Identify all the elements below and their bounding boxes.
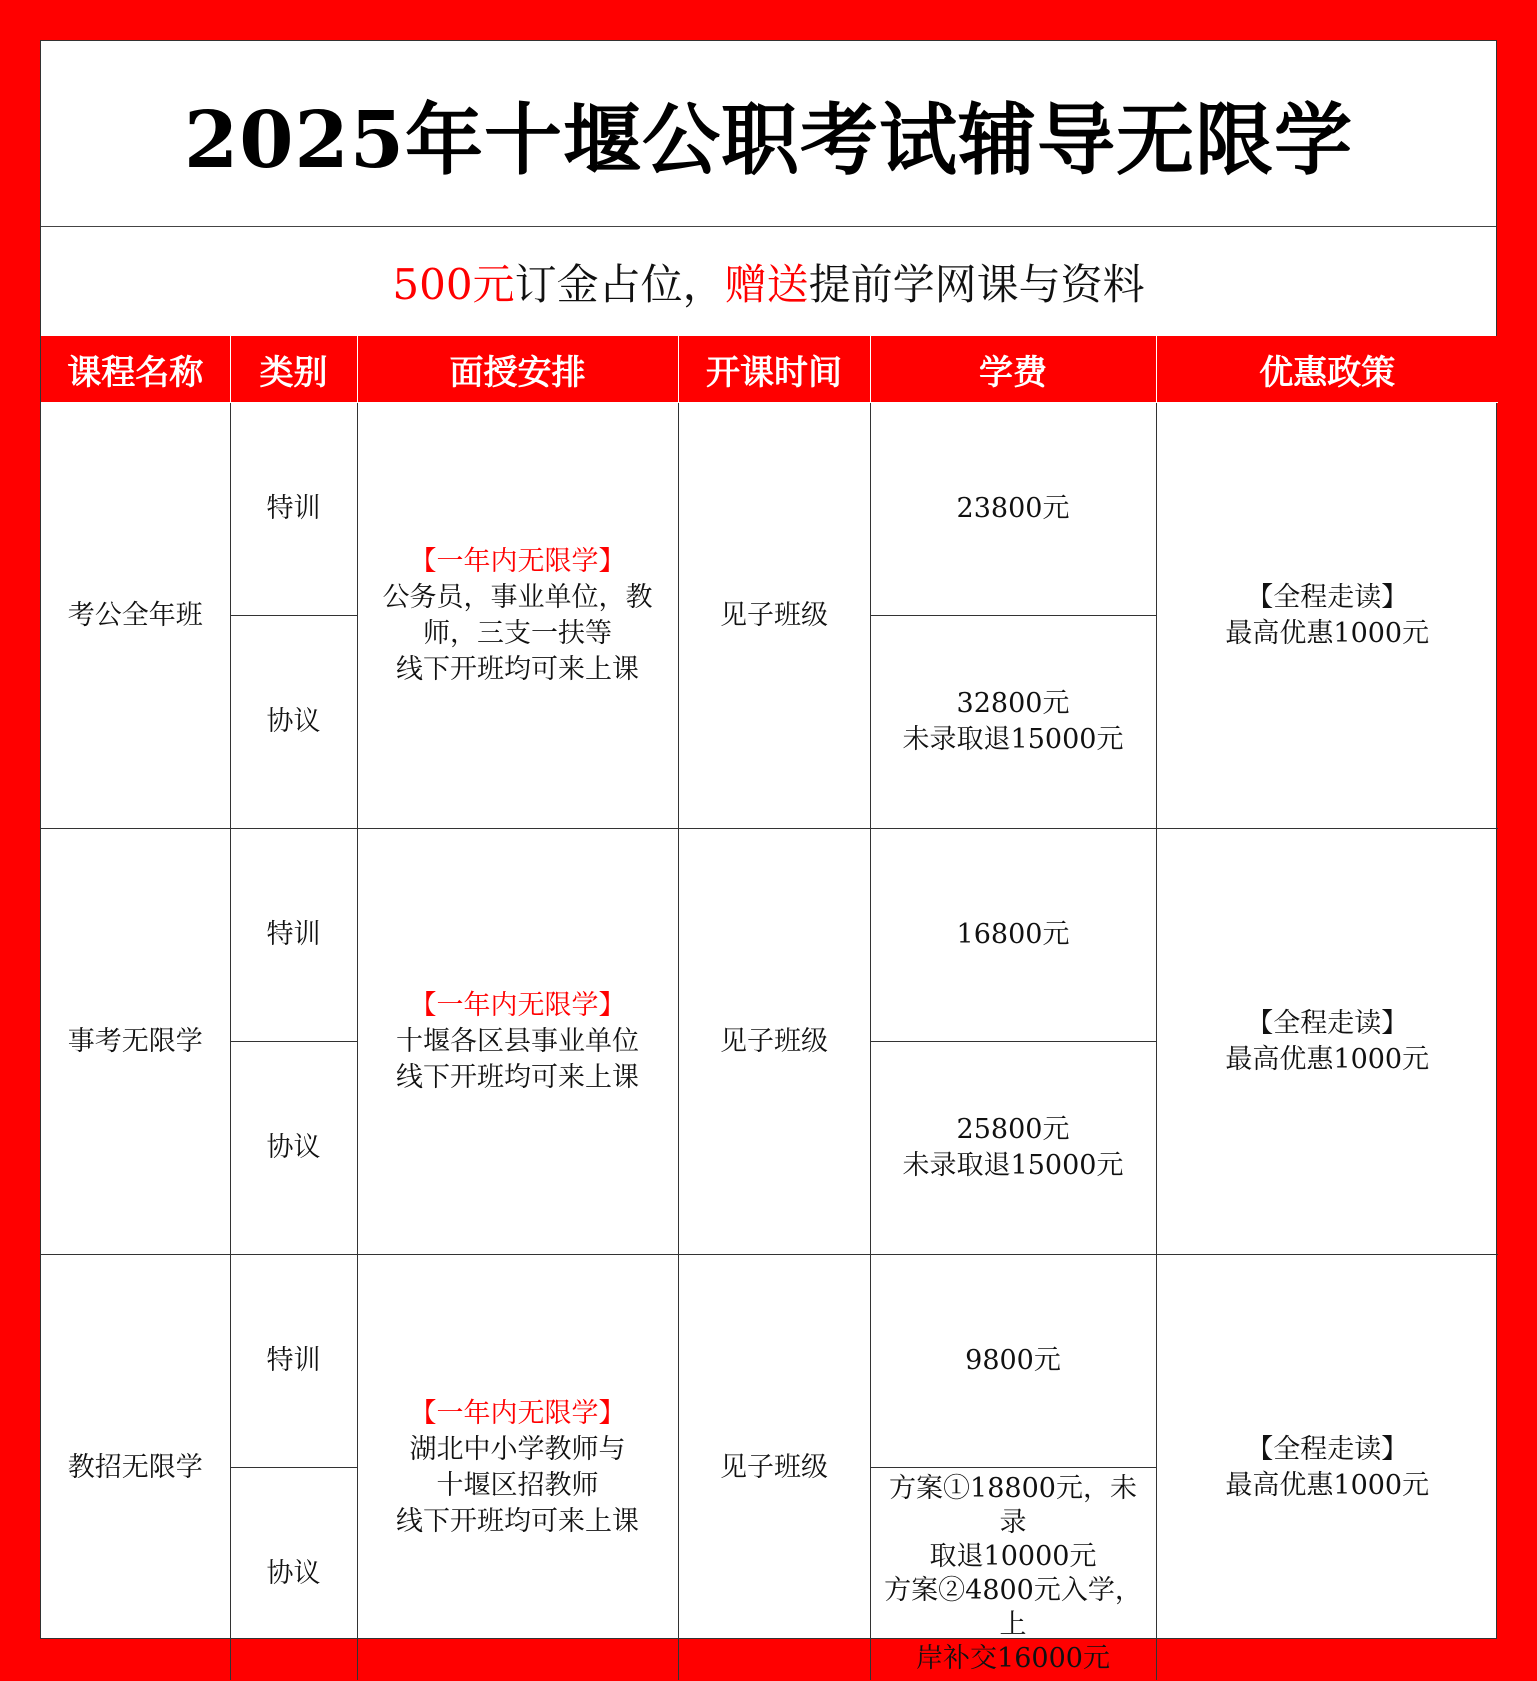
discount-text: 最高优惠1000元 — [1225, 617, 1430, 649]
fee-line: 方案②4800元入学，上 — [884, 1575, 1142, 1640]
fee-cell — [870, 1255, 1156, 1468]
discount-cell — [1156, 403, 1498, 829]
fee-cell — [870, 403, 1156, 616]
fee-line: 未录取退15000元 — [902, 724, 1124, 755]
arrangement-line: 十堰区招教师 — [436, 1469, 599, 1501]
subtitle — [41, 227, 1496, 336]
arrangement-line: 公务员，事业单位，教 — [382, 581, 653, 613]
fee-line: 方案①18800元，未录 — [889, 1473, 1137, 1538]
type-cell: 协议 — [230, 1042, 357, 1255]
arrangement-cell — [357, 1255, 678, 1681]
course-table — [41, 336, 1498, 1680]
fee-line: 23800元 — [956, 493, 1070, 524]
arrangement-cell — [357, 403, 678, 829]
fee-line: 32800元 — [956, 688, 1070, 719]
fee-line: 未录取退15000元 — [902, 1150, 1124, 1181]
header-fee: 学费 — [870, 336, 1156, 403]
discount-text: 最高优惠1000元 — [1225, 1469, 1430, 1501]
arrangement-line: 线下开班均可来上课 — [396, 1061, 639, 1093]
table-row — [41, 829, 1498, 1042]
discount-cell — [1156, 1255, 1498, 1681]
deposit-amount: 500元 — [392, 259, 515, 309]
arrangement-line: 线下开班均可来上课 — [396, 653, 639, 685]
gift-label: 赠送 — [724, 259, 809, 309]
arrangement-line: 线下开班均可来上课 — [396, 1505, 639, 1537]
table-header-row — [41, 336, 1498, 403]
fee-cell — [870, 1042, 1156, 1255]
type-cell: 特训 — [230, 829, 357, 1042]
start-time-cell: 见子班级 — [678, 403, 870, 829]
discount-tag: 【全程走读】 — [1246, 1007, 1409, 1039]
table-row — [41, 1255, 1498, 1468]
header-start-time: 开课时间 — [678, 336, 870, 403]
table-row — [41, 403, 1498, 616]
fee-line: 岸补交16000元 — [916, 1643, 1110, 1674]
schedule-sheet — [40, 40, 1497, 1674]
arrangement-tag: 【一年内无限学】 — [409, 989, 626, 1021]
type-cell: 协议 — [230, 616, 357, 829]
discount-tag: 【全程走读】 — [1246, 1433, 1409, 1465]
deposit-text: 订金占位， — [514, 259, 725, 309]
header-discount: 优惠政策 — [1156, 336, 1498, 403]
arrangement-line: 湖北中小学教师与 — [409, 1433, 626, 1465]
course-name: 事考无限学 — [41, 829, 230, 1255]
arrangement-cell — [357, 829, 678, 1255]
fee-line: 16800元 — [956, 919, 1070, 950]
course-name: 教招无限学 — [41, 1255, 230, 1681]
page-title: 2025年十堰公职考试辅导无限学 — [41, 41, 1496, 227]
type-cell: 特训 — [230, 1255, 357, 1468]
arrangement-line: 师，三支一扶等 — [423, 617, 612, 649]
discount-tag: 【全程走读】 — [1246, 581, 1409, 613]
fee-cell — [870, 829, 1156, 1042]
fee-cell — [870, 1468, 1156, 1681]
header-type: 类别 — [230, 336, 357, 403]
arrangement-tag: 【一年内无限学】 — [409, 1397, 626, 1429]
discount-cell — [1156, 829, 1498, 1255]
type-cell: 协议 — [230, 1468, 357, 1681]
type-cell: 特训 — [230, 403, 357, 616]
start-time-cell: 见子班级 — [678, 829, 870, 1255]
header-arrangement: 面授安排 — [357, 336, 678, 403]
fee-line: 25800元 — [956, 1114, 1070, 1145]
fee-line: 取退10000元 — [929, 1541, 1097, 1572]
gift-text: 提前学网课与资料 — [808, 259, 1145, 309]
fee-line: 9800元 — [965, 1345, 1061, 1376]
header-course-name: 课程名称 — [41, 336, 230, 403]
start-time-cell: 见子班级 — [678, 1255, 870, 1681]
arrangement-line: 十堰各区县事业单位 — [396, 1025, 639, 1057]
discount-text: 最高优惠1000元 — [1225, 1043, 1430, 1075]
arrangement-tag: 【一年内无限学】 — [409, 545, 626, 577]
fee-cell — [870, 616, 1156, 829]
course-name: 考公全年班 — [41, 403, 230, 829]
